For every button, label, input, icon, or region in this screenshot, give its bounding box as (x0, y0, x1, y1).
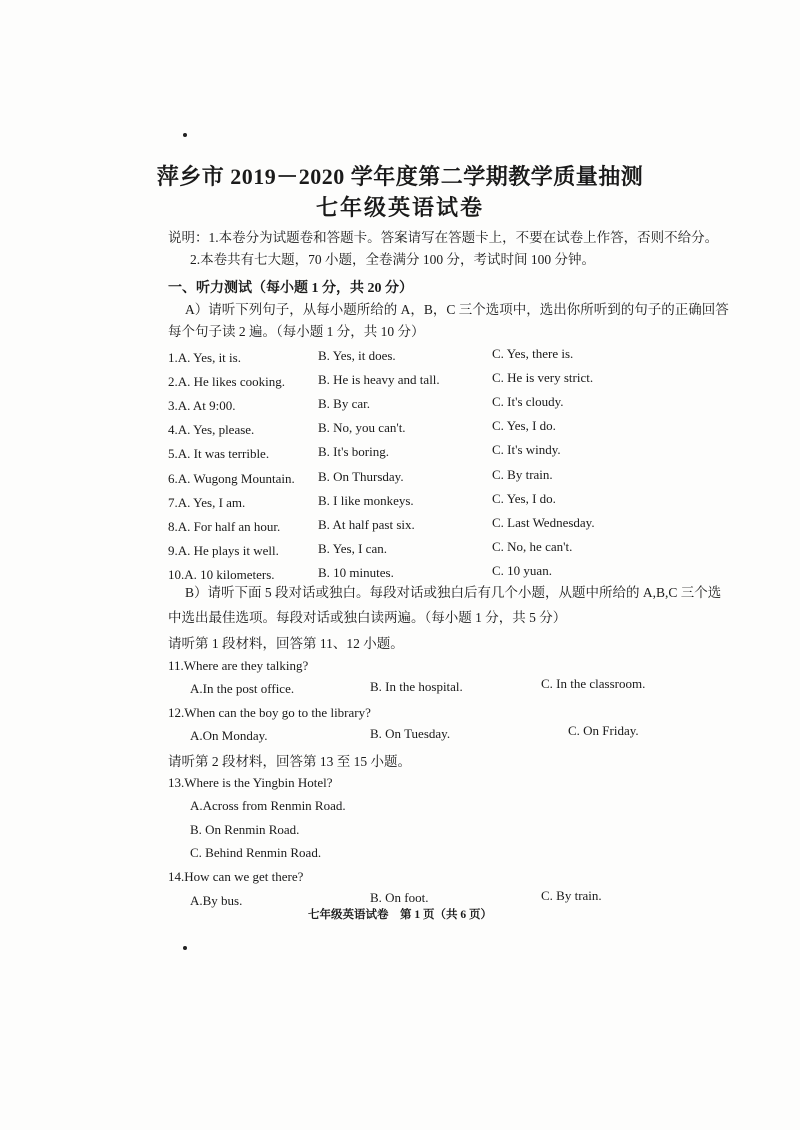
listening-option-c: C. Yes, I do. (492, 418, 556, 434)
listening-option-a: 1.A. Yes, it is. (168, 350, 241, 365)
listening-option-a: 2.A. He likes cooking. (168, 374, 285, 390)
listening-option-c: C. Yes, there is. (492, 346, 574, 361)
page-footer: 七年级英语试卷 第 1 页（共 6 页） (308, 909, 492, 921)
listening-item-row (0, 394, 800, 414)
question-11-stem: 11.Where are they talking? (168, 658, 309, 673)
question-14-stem: 14.How can we get there? (168, 869, 304, 884)
listening-option-c: C. By train. (492, 466, 553, 482)
listening-option-a: 5.A. It was terrible. (168, 446, 270, 462)
part-b-instruction-1: B）请听下面 5 段对话或独白。每段对话或独白后有几个小题，从题中所给的 A,B,C 三个选 (185, 585, 722, 600)
listening-item-row (0, 370, 800, 390)
listening-option-a: 8.A. For half an hour. (168, 518, 281, 534)
listening-option-c: C. Last Wednesday. (492, 514, 595, 530)
question-13-option-a: A.Across from Renmin Road. (190, 798, 346, 813)
listening-option-c: C. No, he can't. (492, 538, 573, 554)
part-b-instruction-2: 中选出最佳选项。每段对话或独白读两遍。（每小题 1 分，共 5 分） (168, 610, 567, 625)
listening-option-a: 10.A. 10 kilometers. (168, 566, 275, 582)
listening-option-b: B. It's boring. (318, 444, 389, 460)
section-heading-listening: 一、听力测试（每小题 1 分，共 20 分） (168, 281, 413, 296)
listening-item-row (0, 539, 800, 559)
dialog-2-intro: 请听第 2 段材料，回答第 13 至 15 小题。 (168, 754, 411, 769)
question-12-option-b: B. On Tuesday. (370, 726, 451, 741)
listening-option-b: B. By car. (318, 396, 370, 412)
listening-item-row (0, 467, 800, 487)
listening-option-b: B. Yes, I can. (318, 540, 387, 556)
dialog-1-intro: 请听第 1 段材料，回答第 11、12 小题。 (168, 636, 404, 651)
question-12-option-a: A.On Monday. (190, 728, 268, 743)
listening-option-a: 4.A. Yes, please. (168, 422, 255, 438)
listening-option-b: B. Yes, it does. (318, 348, 396, 363)
listening-option-a: 6.A. Wugong Mountain. (168, 470, 295, 486)
listening-item-row (0, 418, 800, 438)
listening-option-b: B. On Thursday. (318, 468, 404, 484)
listening-item-row (0, 563, 800, 583)
listening-item-row (0, 346, 800, 366)
listening-option-c: C. He is very strict. (492, 370, 594, 386)
listening-option-c: C. 10 yuan. (492, 562, 552, 578)
question-11-option-c: C. In the classroom. (541, 676, 646, 691)
scan-speck (183, 133, 187, 137)
listening-option-b: B. At half past six. (318, 516, 415, 532)
listening-option-b: B. I like monkeys. (318, 492, 414, 508)
listening-item-row (0, 515, 800, 535)
part-a-instruction-1: A）请听下列句子，从每小题所给的 A，B，C 三个选项中，选出你所听到的句子的正确回答 (185, 302, 729, 317)
listening-option-a: 7.A. Yes, I am. (168, 494, 246, 510)
listening-option-c: C. It's windy. (492, 442, 561, 458)
listening-option-b: B. 10 minutes. (318, 564, 394, 580)
instruction-line-1: 说明：1.本卷分为试题卷和答题卡。答案请写在答题卡上，不要在试卷上作答，否则不给分。 (168, 230, 719, 245)
question-14-option-a: A.By bus. (190, 893, 243, 908)
question-12-option-c: C. On Friday. (568, 723, 639, 738)
instruction-line-2: 2.本卷共有七大题，70 小题，全卷满分 100 分，考试时间 100 分钟。 (190, 252, 595, 267)
listening-option-c: C. It's cloudy. (492, 394, 564, 410)
question-13-option-c: C. Behind Renmin Road. (190, 845, 322, 860)
listening-option-b: B. He is heavy and tall. (318, 372, 440, 388)
question-13-stem: 13.Where is the Yingbin Hotel? (168, 775, 333, 790)
listening-option-a: 3.A. At 9:00. (168, 398, 236, 414)
scan-speck (183, 946, 187, 950)
question-11-option-b: B. In the hospital. (370, 679, 463, 694)
listening-item-row (0, 442, 800, 462)
question-14-option-c: C. By train. (541, 888, 602, 903)
listening-option-b: B. No, you can't. (318, 420, 406, 436)
question-12-stem: 12.When can the boy go to the library? (168, 705, 371, 720)
question-14-option-b: B. On foot. (370, 890, 429, 905)
listening-option-a: 9.A. He plays it well. (168, 542, 279, 558)
listening-option-c: C. Yes, I do. (492, 490, 556, 506)
part-a-instruction-2: 每个句子读 2 遍。（每小题 1 分，共 10 分） (168, 324, 425, 339)
exam-subtitle: 七年级英语试卷 (315, 195, 484, 220)
listening-item-row (0, 491, 800, 511)
question-11-option-a: A.In the post office. (190, 681, 295, 696)
question-13-option-b: B. On Renmin Road. (190, 822, 300, 837)
exam-title: 萍乡市 2019－2020 学年度第二学期教学质量抽测 (156, 164, 644, 189)
